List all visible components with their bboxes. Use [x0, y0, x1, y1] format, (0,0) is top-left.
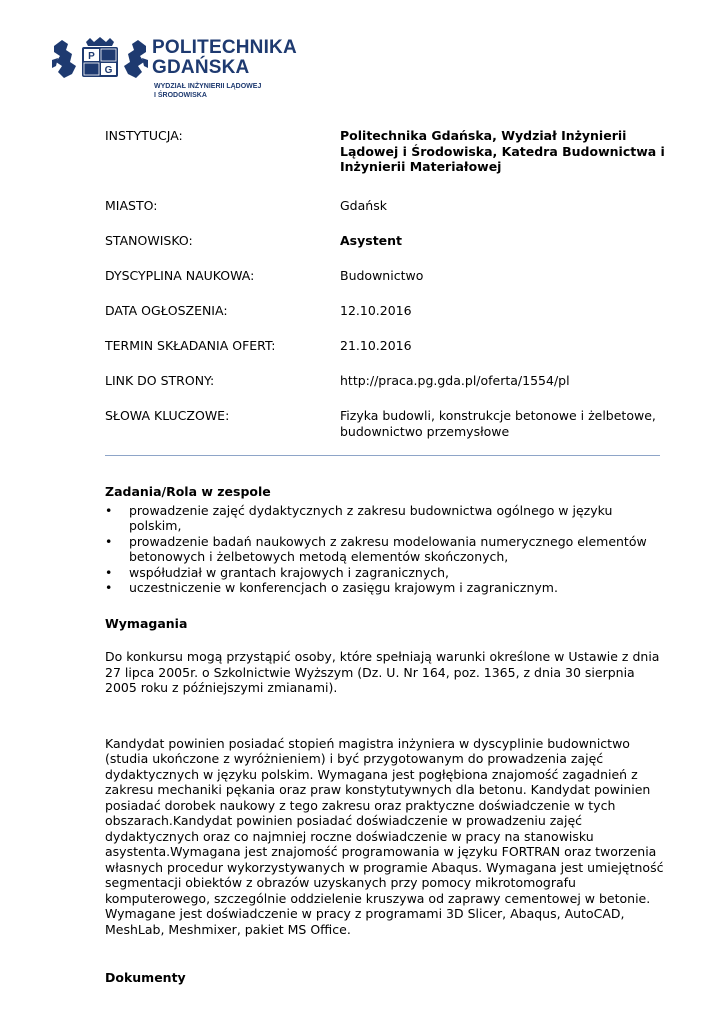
info-row-discipline — [105, 268, 665, 303]
info-value: 21.10.2016 — [340, 338, 412, 353]
info-label: INSTYTUCJA: — [105, 128, 183, 143]
list-item-text: prowadzenie zajęć dydaktycznych z zakresu budownictwa ogólnego w języku polskim, — [129, 502, 613, 533]
faculty-name — [154, 82, 261, 100]
university-name — [152, 38, 297, 78]
info-value: Gdańsk — [340, 198, 387, 213]
logo-letter-p: P — [88, 51, 95, 62]
documents-heading: Dokumenty — [105, 970, 186, 985]
info-row-announcement-date — [105, 303, 665, 338]
bullet-icon: • — [105, 533, 113, 549]
faculty-name-line1: WYDZIAŁ INŻYNIERII LĄDOWEJ — [154, 83, 262, 90]
info-label: MIASTO: — [105, 198, 158, 213]
list-item — [105, 565, 665, 581]
griffin-crest-icon — [50, 36, 150, 84]
university-name-line2: GDAŃSKA — [152, 57, 250, 78]
info-value: Politechnika Gdańska, Wydział Inżynierii Lądowej i Środowiska, Katedra Budownictwa i Inżynierii Materiałowej — [340, 128, 665, 174]
info-value: Fizyka budowli, konstrukcje betonowe i żelbetowe, budownictwo przemysłowe — [340, 408, 656, 439]
faculty-name-line2: I ŚRODOWISKA — [154, 92, 207, 99]
list-item-text: współudział w grantach krajowych i zagranicznych, — [129, 564, 449, 580]
info-label: STANOWISKO: — [105, 233, 193, 248]
bullet-icon: • — [105, 502, 113, 518]
bullet-icon: • — [105, 580, 113, 595]
logo-letter-g: G — [104, 65, 113, 76]
info-label: DYSCYPLINA NAUKOWA: — [105, 268, 255, 283]
info-label: LINK DO STRONY: — [105, 373, 215, 388]
bullet-icon: • — [105, 564, 113, 580]
section-divider — [105, 455, 660, 456]
list-item-text: uczestniczenie w konferencjach o zasięgu krajowym i zagranicznym. — [129, 580, 558, 595]
tasks-heading: Zadania/Rola w zespole — [105, 484, 271, 499]
requirements-paragraph-2: Kandydat powinien posiadać stopień magistra inżyniera w dyscyplinie budownictwo (studia ukończone z wyróżnieniem) i być przygotowanym do prowadzenia zajęć dydaktycznych w języku polskim. Wymagana jest pogłębiona znajomość zagadnień z zakresu mechaniki pękania oraz praw konstytutywnych dla betonu. Kandydat powinien posiadać dorobek naukowy z tego zakresu oraz praktyczne doświadczenie w tych obszarach.Kandydat powinien posiadać doświadczenie w prowadzeniu zajęć dydaktycznych oraz co najmniej roczne doświadczenie w pracy na stanowisku asystenta.Wymagana jest znajomość programowania w języku FORTRAN oraz tworzenia własnych procedur wykorzystywanych w programie Abaqus. Wymagana jest umiejętność segmentacji obiektów z obrazów uzyskanych przy pomocy mikrotomografu komputerowego, szczególnie oddzielenie kruszywa od zaprawy cementowej w betonie. Wymagane jest doświadczenie w pracy z programami 3D Slicer, Abaqus, AutoCAD, MeshLab, Meshmixer, pakiet MS Office. — [105, 735, 664, 937]
info-label: DATA OGŁOSZENIA: — [105, 303, 228, 318]
university-name-line1: POLITECHNIKA — [152, 37, 297, 58]
list-item — [105, 580, 665, 596]
info-row-position — [105, 233, 665, 268]
info-row-city — [105, 198, 665, 233]
list-item-text: prowadzenie badań naukowych z zakresu modelowania numerycznego elementów betonowych i żelbetowych metodą elementów skończonych, — [129, 533, 647, 564]
info-value: Asystent — [340, 233, 403, 248]
info-row-keywords — [105, 408, 665, 443]
info-label: SŁOWA KLUCZOWE: — [105, 408, 230, 423]
offer-content — [105, 484, 665, 986]
info-row-link — [105, 373, 665, 408]
info-row-institution — [105, 128, 665, 198]
info-value: Budownictwo — [340, 268, 424, 283]
info-label: TERMIN SKŁADANIA OFERT: — [105, 338, 276, 353]
requirements-paragraph-1: Do konkursu mogą przystąpić osoby, które spełniają warunki określone w Ustawie z dnia 27 lipca 2005r. o Szkolnictwie Wyższym (Dz. U. Nr 164, poz. 1365, z dnia 30 sierpnia 2005 roku z późniejszymi zmianami). — [105, 649, 660, 695]
tasks-list — [105, 503, 665, 596]
job-info-table — [105, 128, 665, 443]
info-row-deadline — [105, 338, 665, 373]
info-value: 12.10.2016 — [340, 303, 412, 318]
offer-link[interactable]: http://praca.pg.gda.pl/oferta/1554/pl — [340, 373, 570, 388]
requirements-heading: Wymagania — [105, 615, 188, 631]
university-logo — [50, 36, 297, 100]
list-item — [105, 534, 665, 565]
list-item — [105, 503, 665, 534]
